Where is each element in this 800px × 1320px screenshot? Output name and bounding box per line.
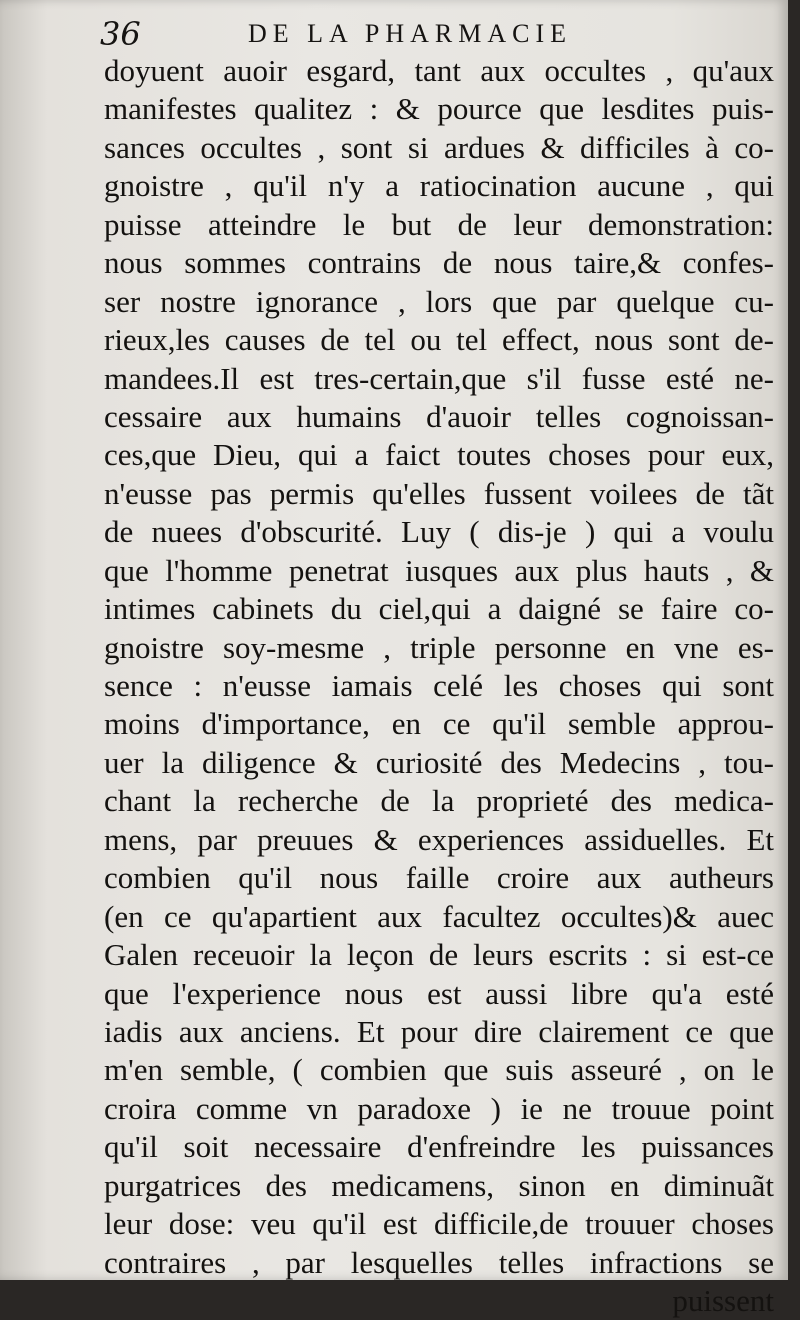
text-line: combien qu'il nous faille croire aux autheurs: [104, 860, 774, 896]
text-line: Galen receuoir la leçon de leurs escrits : si est-ce: [104, 937, 774, 973]
text-line: chant la recherche de la proprieté des medica-: [104, 783, 774, 819]
text-line: rieux,les causes de tel ou tel effect, nous sont de-: [104, 322, 774, 358]
text-line: mens, par preuues & experiences assiduelles. Et: [104, 821, 774, 857]
text-line: manifestes qualitez : & pource que lesdites puis-: [104, 91, 774, 127]
running-title: DE LA PHARMACIE: [248, 19, 573, 48]
text-line: ser nostre ignorance , lors que par quelque cu-: [104, 283, 774, 319]
text-line: leur dose: veu qu'il est difficile,de trouuer choses: [104, 1206, 774, 1242]
text-line: nous sommes contrains de nous taire,& confes-: [104, 245, 774, 281]
text-line: que l'experience nous est aussi libre qu'a esté: [104, 975, 774, 1011]
text-line: puisse atteindre le but de leur demonstration:: [104, 206, 774, 242]
text-line: qu'il soit necessaire d'enfreindre les puissances: [104, 1129, 774, 1165]
text-line: uer la diligence & curiosité des Medecins , tou-: [104, 744, 774, 780]
body-text: [104, 52, 774, 1320]
page-header: [0, 14, 788, 54]
text-line: sence : n'eusse iamais celé les choses qui sont: [104, 668, 774, 703]
text-line: doyuent auoir esgard, tant aux occultes , qu'aux: [104, 53, 774, 88]
text-line: ces,que Dieu, qui a faict toutes choses pour eux,: [104, 437, 774, 473]
text-line: gnoistre soy-mesme , triple personne en vne es-: [104, 629, 774, 665]
text-line: moins d'importance, en ce qu'il semble approu-: [104, 706, 774, 742]
text-line: cessaire aux humains d'auoir telles cognoissan-: [104, 398, 774, 434]
text-line: iadis aux anciens. Et pour dire clairement ce que: [104, 1013, 774, 1049]
catchword: puissent: [672, 1283, 774, 1318]
page-number: 36: [100, 15, 141, 53]
text-line: mandees.Il est tres-certain,que s'il fusse esté ne-: [104, 360, 774, 396]
text-line: sances occultes , sont si ardues & difficiles à co-: [104, 129, 774, 165]
text-line: de nuees d'obscurité. Luy ( dis-je ) qui a voulu: [104, 514, 774, 550]
text-line: que l'homme penetrat iusques aux plus hauts , &: [104, 552, 774, 588]
text-line: m'en semble, ( combien que suis asseuré , on le: [104, 1052, 774, 1088]
text-line: n'eusse pas permis qu'elles fussent voilees de tãt: [104, 475, 774, 511]
text-line: (en ce qu'apartient aux facultez occultes)& auec: [104, 898, 774, 934]
text-line: intimes cabinets du ciel,qui a daigné se faire co-: [104, 591, 774, 627]
text-line: contraires , par lesquelles telles infractions se: [104, 1244, 774, 1280]
text-line: croira comme vn paradoxe ) ie ne trouue point: [104, 1090, 774, 1126]
text-line: gnoistre , qu'il n'y a ratiocination aucune , qui: [104, 168, 774, 204]
text-line: purgatrices des medicamens, sinon en diminuãt: [104, 1167, 774, 1203]
